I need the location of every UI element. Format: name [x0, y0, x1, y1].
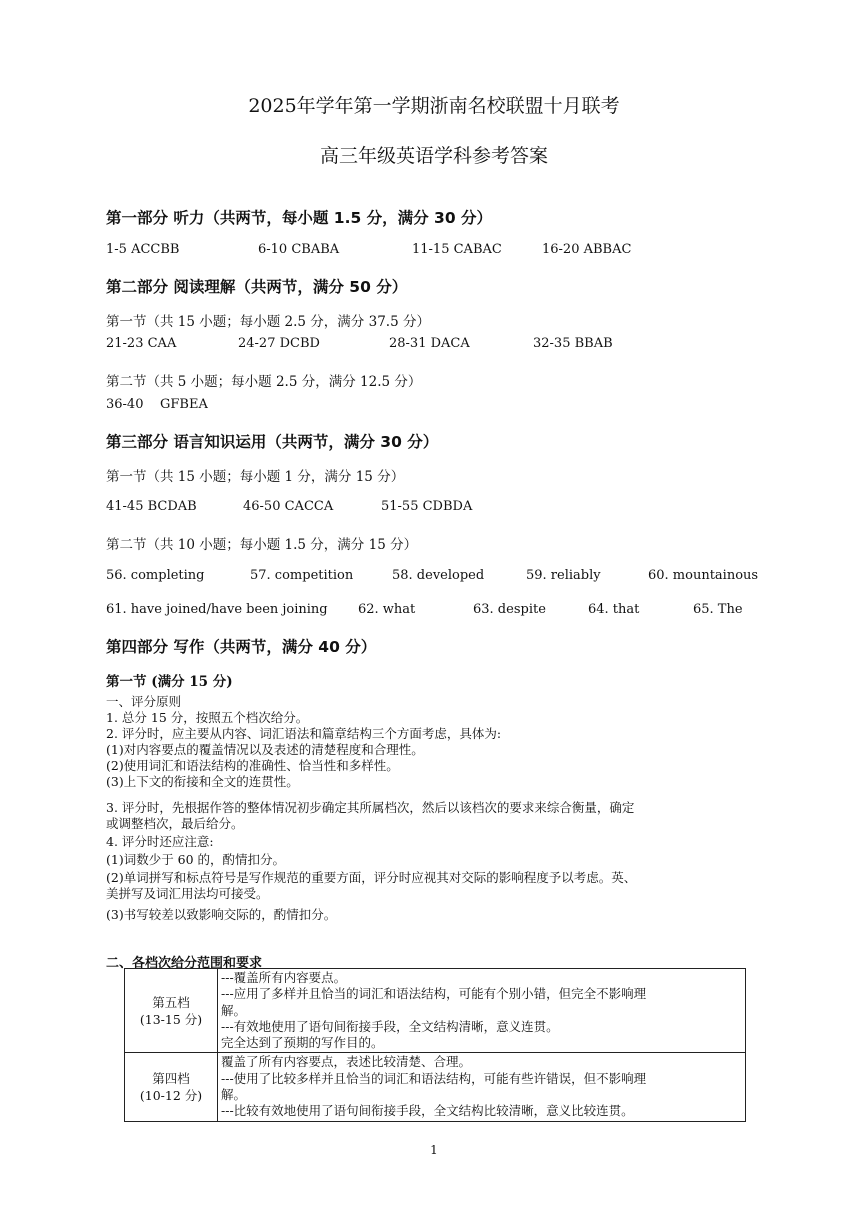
- answer-item: 60. mountainous: [648, 568, 759, 583]
- rule-line: (2)单词拼写和标点符号是写作规范的重要方面，评分时应视其对交际的影响程度予以考虑。英、: [106, 870, 637, 885]
- part4-heading: 第四部分 写作（共两节，满分 40 分）: [106, 638, 377, 656]
- requirement-line: 完全达到了预期的写作目的。: [221, 1035, 384, 1051]
- answer-group: 24-27 DCBD: [238, 336, 320, 351]
- answer-item: 61. have joined/have been joining: [106, 602, 328, 617]
- document-subtitle: 高三年级英语学科参考答案: [319, 145, 548, 167]
- document-title: 2025年学年第一学期浙南名校联盟十月联考: [248, 95, 620, 117]
- requirement-line: 解。: [221, 1087, 247, 1103]
- answer-group: 16-20 ABBAC: [542, 242, 632, 257]
- part2-heading: 第二部分 阅读理解（共两节，满分 50 分）: [106, 278, 408, 296]
- table-row: [125, 969, 746, 1053]
- rule-line: (1)词数少于 60 的，酌情扣分。: [106, 852, 286, 867]
- answer-item: 59. reliably: [526, 568, 601, 583]
- page-number: 1: [430, 1143, 438, 1157]
- level-range: (13-15 分): [139, 1011, 203, 1027]
- answer-item: 65. The: [693, 602, 743, 617]
- part2-section2: 第二节（共 5 小题；每小题 2.5 分，满分 12.5 分）: [106, 374, 422, 390]
- rule-line: (1)对内容要点的覆盖情况以及表述的清楚程度和合理性。: [106, 742, 424, 757]
- part3-section2: 第二节（共 10 小题；每小题 1.5 分，满分 15 分）: [106, 537, 418, 553]
- answer-group: 41-45 BCDAB: [106, 499, 197, 514]
- requirement-line: ---应用了多样并且恰当的词汇和语法结构，可能有个别小错，但完全不影响理: [221, 986, 647, 1002]
- level-range: (10-12 分): [139, 1088, 203, 1104]
- answer-group: 28-31 DACA: [389, 336, 470, 351]
- answer-group: 32-35 BBAB: [533, 336, 613, 351]
- rule-line: 1. 总分 15 分，按照五个档次给分。: [106, 710, 309, 725]
- requirement-line: ---使用了比较多样并且恰当的词汇和语法结构，可能有些许错误，但不影响理: [221, 1070, 647, 1086]
- part4-section1: 第一节 (满分 15 分): [106, 674, 233, 690]
- answer-item: 58. developed: [392, 568, 485, 583]
- level-requirements: [218, 969, 746, 1053]
- part3-section1: 第一节（共 15 小题；每小题 1 分，满分 15 分）: [106, 469, 405, 485]
- answer-group: 1-5 ACCBB: [106, 242, 180, 257]
- part2-section1: 第一节（共 15 小题；每小题 2.5 分，满分 37.5 分）: [106, 314, 430, 330]
- rule-line: 一、评分原则: [106, 694, 182, 709]
- rule-line: 2. 评分时，应主要从内容、词汇语法和篇章结构三个方面考虑，具体为:: [106, 726, 502, 741]
- answer-group: 6-10 CBABA: [258, 242, 340, 257]
- rule-line: (3)书写较差以致影响交际的，酌情扣分。: [106, 907, 337, 922]
- rule-line: 4. 评分时还应注意:: [106, 834, 214, 849]
- answer-group: 46-50 CACCA: [243, 499, 334, 514]
- answer-group: 36-40 GFBEA: [106, 397, 208, 412]
- requirement-line: ---有效地使用了语句间衔接手段，全文结构清晰，意义连贯。: [221, 1018, 559, 1034]
- level-name: 第五档: [152, 994, 190, 1010]
- grading-table: [124, 968, 746, 1122]
- part3-heading: 第三部分 语言知识运用（共两节，满分 30 分）: [106, 433, 439, 451]
- answer-group: 51-55 CDBDA: [381, 499, 473, 514]
- answer-item: 62. what: [358, 602, 416, 617]
- level-cell: [125, 1053, 218, 1121]
- answer-item: 63. despite: [473, 602, 546, 617]
- requirement-line: 覆盖了所有内容要点，表述比较清楚、合理。: [221, 1054, 472, 1070]
- requirement-line: ---覆盖所有内容要点。: [221, 970, 347, 985]
- answer-item: 64. that: [588, 602, 640, 617]
- rule-line: (3)上下文的衔接和全文的连贯性。: [106, 774, 299, 789]
- table-row: [125, 1053, 746, 1121]
- requirement-line: ---比较有效地使用了语句间衔接手段，全文结构比较清晰，意义比较连贯。: [221, 1103, 634, 1119]
- answer-item: 56. completing: [106, 568, 205, 583]
- level-cell: [125, 969, 218, 1053]
- rule-line: 或调整档次，最后给分。: [106, 816, 244, 831]
- rule-line: 3. 评分时，先根据作答的整体情况初步确定其所属档次，然后以该档次的要求来综合衡量，确定: [106, 800, 635, 815]
- level-requirements: [218, 1053, 746, 1121]
- part1-heading: 第一部分 听力（共两节，每小题 1.5 分，满分 30 分）: [106, 209, 493, 227]
- answer-group: 11-15 CABAC: [412, 242, 502, 257]
- rule-line: (2)使用词汇和语法结构的准确性、恰当性和多样性。: [106, 758, 399, 773]
- rule-line: 美拼写及词汇用法均可接受。: [106, 886, 269, 901]
- level-name: 第四档: [152, 1071, 190, 1087]
- levels-heading: 二、各档次给分范围和要求: [106, 956, 263, 971]
- requirement-line: 解。: [221, 1002, 247, 1018]
- answer-item: 57. competition: [250, 568, 354, 583]
- answer-group: 21-23 CAA: [106, 336, 177, 351]
